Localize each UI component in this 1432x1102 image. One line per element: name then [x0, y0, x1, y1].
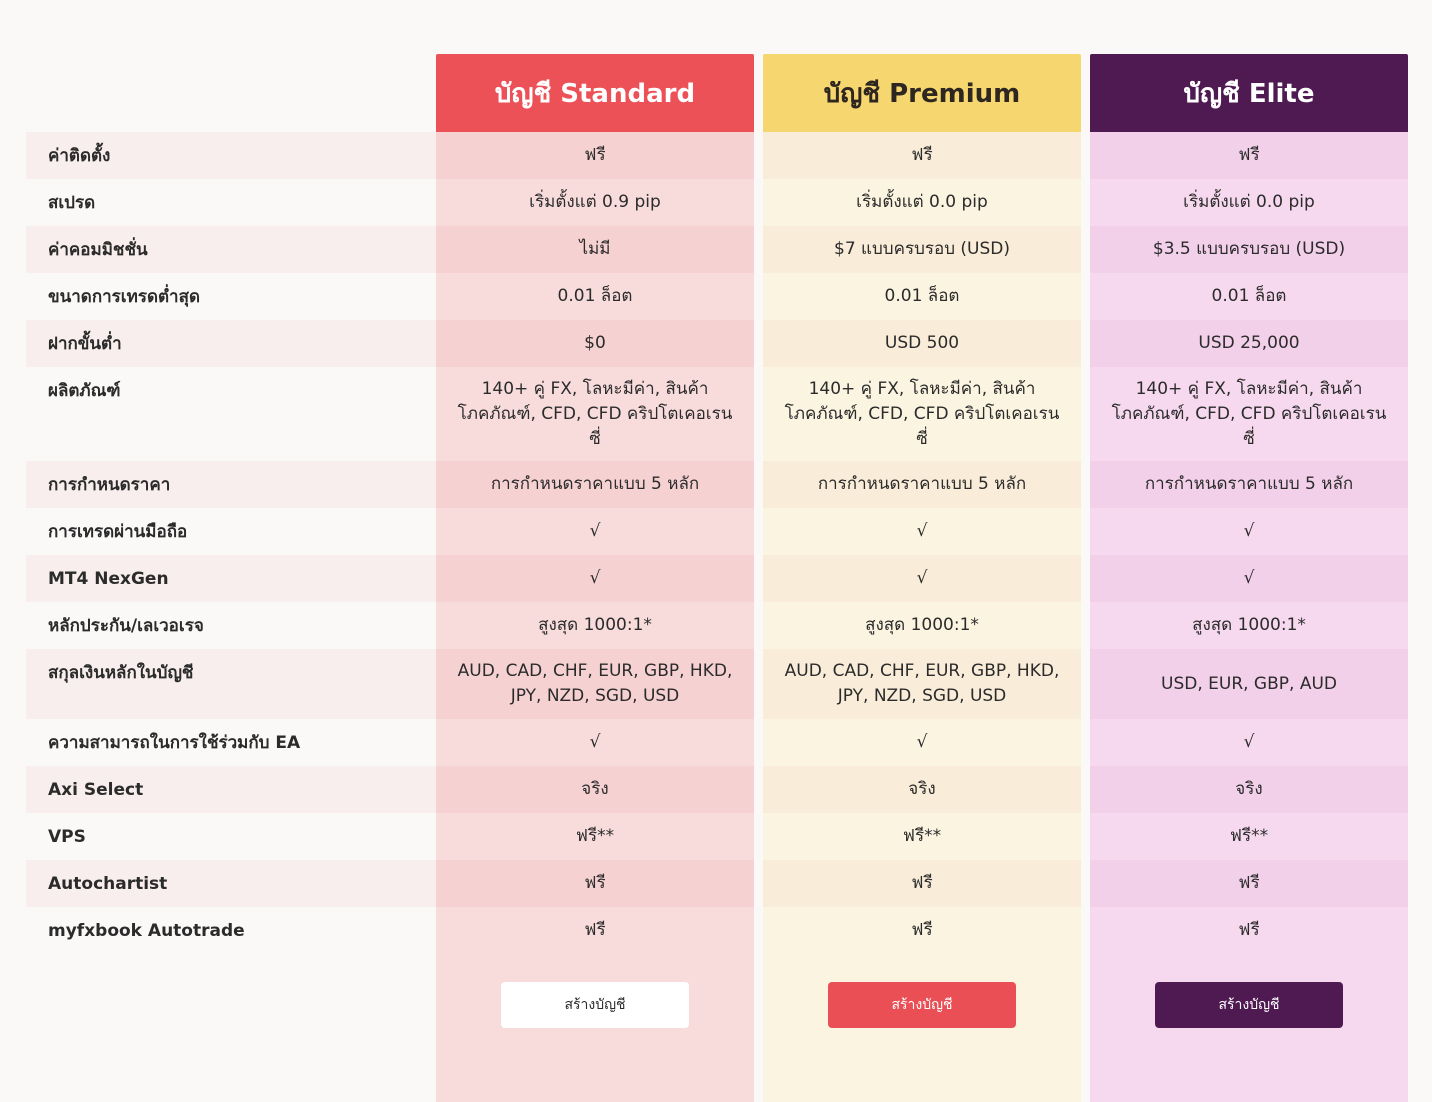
account-comparison-table	[26, 54, 1410, 1102]
create-account-standard-button[interactable]: สร้างบัญชี	[501, 982, 689, 1028]
table-body	[26, 132, 1410, 954]
cell-elite: เริ่มตั้งแต่ 0.0 pip	[1090, 179, 1408, 226]
table-row	[26, 649, 1410, 719]
cell-elite: ฟรี	[1090, 860, 1408, 907]
table-row	[26, 461, 1410, 508]
cell-elite: จริง	[1090, 766, 1408, 813]
cell-standard: สูงสุด 1000:1*	[436, 602, 754, 649]
row-label: สกุลเงินหลักในบัญชี	[26, 649, 436, 719]
cell-premium: ฟรี**	[763, 813, 1081, 860]
table-row	[26, 860, 1410, 907]
table-row	[26, 367, 1410, 461]
header-elite: บัญชี Elite	[1090, 54, 1408, 132]
table-row	[26, 602, 1410, 649]
row-label: ความสามารถในการใช้ร่วมกับ EA	[26, 719, 436, 766]
cell-elite: ฟรี	[1090, 132, 1408, 179]
table-row	[26, 555, 1410, 602]
cell-premium: ฟรี	[763, 860, 1081, 907]
cell-premium: AUD, CAD, CHF, EUR, GBP, HKD, JPY, NZD, SGD, USD	[763, 649, 1081, 719]
cell-elite: การกำหนดราคาแบบ 5 หลัก	[1090, 461, 1408, 508]
cell-standard: √	[436, 508, 754, 555]
header-standard: บัญชี Standard	[436, 54, 754, 132]
table-footer	[26, 954, 1410, 1102]
cell-elite: สูงสุด 1000:1*	[1090, 602, 1408, 649]
create-account-elite-button[interactable]: สร้างบัญชี	[1155, 982, 1343, 1028]
row-label: สเปรด	[26, 179, 436, 226]
table-row	[26, 273, 1410, 320]
cell-standard: √	[436, 719, 754, 766]
header-spacer	[26, 54, 436, 132]
cell-elite: $3.5 แบบครบรอบ (USD)	[1090, 226, 1408, 273]
cell-premium: สูงสุด 1000:1*	[763, 602, 1081, 649]
table-row	[26, 320, 1410, 367]
cell-standard: ไม่มี	[436, 226, 754, 273]
header-premium: บัญชี Premium	[763, 54, 1081, 132]
cell-elite: √	[1090, 508, 1408, 555]
cell-premium: จริง	[763, 766, 1081, 813]
cell-standard: √	[436, 555, 754, 602]
cell-premium: ฟรี	[763, 907, 1081, 954]
row-label: การเทรดผ่านมือถือ	[26, 508, 436, 555]
cell-elite: USD 25,000	[1090, 320, 1408, 367]
row-label: Axi Select	[26, 766, 436, 813]
cell-premium: $7 แบบครบรอบ (USD)	[763, 226, 1081, 273]
table-row	[26, 907, 1410, 954]
row-label: VPS	[26, 813, 436, 860]
table-row	[26, 766, 1410, 813]
cell-standard: การกำหนดราคาแบบ 5 หลัก	[436, 461, 754, 508]
cell-standard: 0.01 ล็อต	[436, 273, 754, 320]
cell-standard: $0	[436, 320, 754, 367]
cell-standard: จริง	[436, 766, 754, 813]
table-row	[26, 813, 1410, 860]
cell-elite: ฟรี**	[1090, 813, 1408, 860]
row-label: myfxbook Autotrade	[26, 907, 436, 954]
cell-standard: ฟรี	[436, 907, 754, 954]
cell-premium: USD 500	[763, 320, 1081, 367]
table-row	[26, 719, 1410, 766]
row-label: MT4 NexGen	[26, 555, 436, 602]
table-header	[26, 54, 1410, 132]
create-account-premium-button[interactable]: สร้างบัญชี	[828, 982, 1016, 1028]
row-label: ขนาดการเทรดต่ำสุด	[26, 273, 436, 320]
cell-premium: √	[763, 719, 1081, 766]
row-label: หลักประกัน/เลเวอเรจ	[26, 602, 436, 649]
cell-elite: √	[1090, 719, 1408, 766]
cell-premium: 140+ คู่ FX, โลหะมีค่า, สินค้าโภคภัณฑ์, CFD, CFD คริปโตเคอเรนซี่	[763, 367, 1081, 461]
table-row	[26, 226, 1410, 273]
cell-premium: การกำหนดราคาแบบ 5 หลัก	[763, 461, 1081, 508]
cell-premium: 0.01 ล็อต	[763, 273, 1081, 320]
cell-standard: ฟรี	[436, 860, 754, 907]
row-label: ฝากขั้นต่ำ	[26, 320, 436, 367]
cell-elite: ฟรี	[1090, 907, 1408, 954]
row-label: Autochartist	[26, 860, 436, 907]
row-label: ค่าคอมมิชชั่น	[26, 226, 436, 273]
cell-premium: ฟรี	[763, 132, 1081, 179]
cell-standard: AUD, CAD, CHF, EUR, GBP, HKD, JPY, NZD, SGD, USD	[436, 649, 754, 719]
row-label: การกำหนดราคา	[26, 461, 436, 508]
cell-elite: 0.01 ล็อต	[1090, 273, 1408, 320]
table-row	[26, 132, 1410, 179]
table-row	[26, 179, 1410, 226]
cell-elite: USD, EUR, GBP, AUD	[1090, 649, 1408, 719]
row-label: ผลิตภัณฑ์	[26, 367, 436, 461]
cell-elite: 140+ คู่ FX, โลหะมีค่า, สินค้าโภคภัณฑ์, CFD, CFD คริปโตเคอเรนซี่	[1090, 367, 1408, 461]
cell-standard: 140+ คู่ FX, โลหะมีค่า, สินค้าโภคภัณฑ์, CFD, CFD คริปโตเคอเรนซี่	[436, 367, 754, 461]
cell-premium: √	[763, 555, 1081, 602]
cell-premium: √	[763, 508, 1081, 555]
cell-standard: ฟรี	[436, 132, 754, 179]
table-row	[26, 508, 1410, 555]
cell-elite: √	[1090, 555, 1408, 602]
cell-standard: เริ่มตั้งแต่ 0.9 pip	[436, 179, 754, 226]
cell-standard: ฟรี**	[436, 813, 754, 860]
row-label: ค่าติดตั้ง	[26, 132, 436, 179]
cell-premium: เริ่มตั้งแต่ 0.0 pip	[763, 179, 1081, 226]
